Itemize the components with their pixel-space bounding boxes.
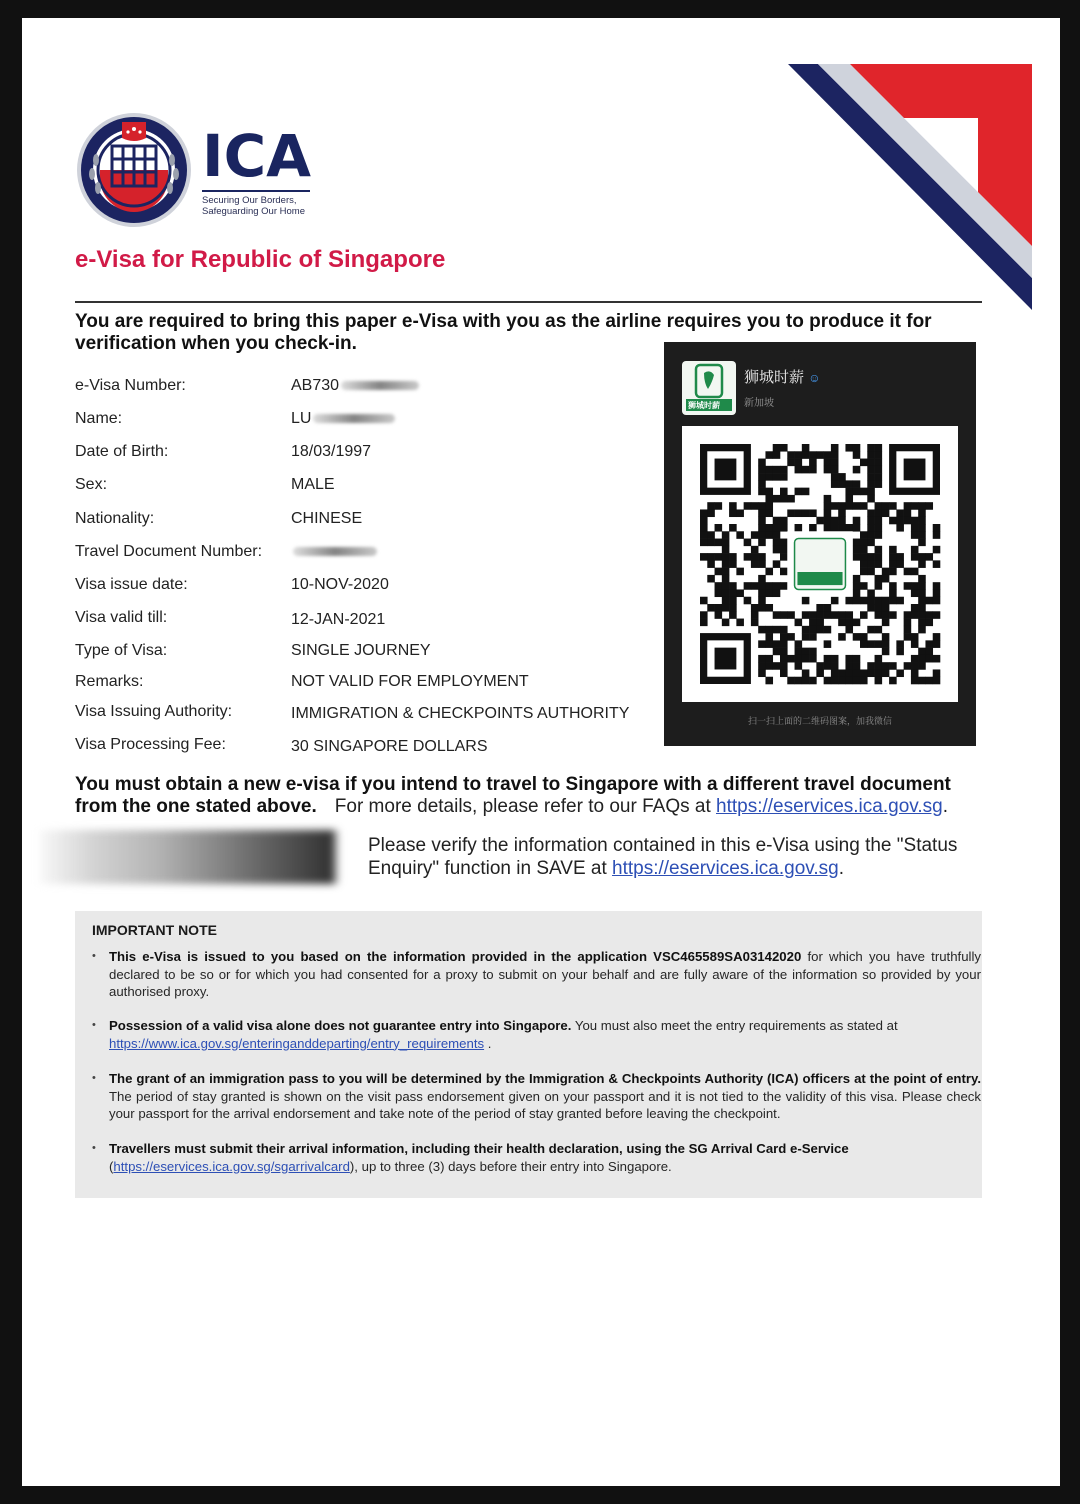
account-name: 狮城时薪 ☺ xyxy=(744,369,821,386)
wechat-qr-card xyxy=(664,342,976,746)
field-label: Sex: xyxy=(75,476,108,493)
qr-code-icon xyxy=(682,426,958,702)
field-value: 30 SINGAPORE DOLLARS xyxy=(291,738,488,755)
field-label: Name: xyxy=(75,410,123,427)
badge-text: 狮城时薪 xyxy=(688,401,720,410)
field-label: Visa issue date: xyxy=(75,576,188,593)
account-badge xyxy=(682,361,736,415)
redaction-blur xyxy=(293,547,377,556)
redaction-blur xyxy=(313,414,395,423)
account-location: 新加坡 xyxy=(744,398,774,409)
field-value: SINGLE JOURNEY xyxy=(291,642,431,659)
field-value: 18/03/1997 xyxy=(291,443,372,460)
scan-hint: 扫一扫上面的二维码图案，加我微信 xyxy=(747,716,892,726)
redaction-blur xyxy=(341,381,419,390)
entry-requirements-link[interactable]: https://www.ica.gov.sg/enteringanddeparting/entry_requirements xyxy=(109,1035,485,1051)
note-item: • This e-Visa is issued to you based on the information provided in the application VSC465589SA03142020 for which you have truthfully declared to be so or for which you had consented for a proxy to submit on your behalf and are fully aware of the information so provided by your authorised proxy. xyxy=(109,948,981,1001)
redacted-barcode xyxy=(40,830,340,884)
field-value xyxy=(291,543,377,561)
field-label: Date of Birth: xyxy=(75,443,169,460)
field-label: e-Visa Number: xyxy=(75,377,186,394)
title-divider xyxy=(75,301,982,303)
new-visa-notice: You must obtain a new e-visa if you intend to travel to Singapore with a different travel document xyxy=(75,774,951,795)
logo-tagline-1: Securing Our Borders, xyxy=(202,195,297,206)
field-label: Visa valid till: xyxy=(75,609,168,626)
qr-code xyxy=(682,426,958,702)
verify-link[interactable]: https://eservices.ica.gov.sg xyxy=(612,858,839,879)
note-item: • The grant of an immigration pass to you will be determined by the Immigration & Checkpoints Authority (ICA) officers at the point of entry. The period of stay granted is shown on the visit pass endorsement given on your passport and it is not tied to the validity of this visa. Please check your passport for the arrival endorsement and take note of the period of stay granted before leaving the checkpoint. xyxy=(109,1070,981,1123)
field-value: NOT VALID FOR EMPLOYMENT xyxy=(291,673,529,690)
user-icon: ☺ xyxy=(808,371,821,385)
note-item: • Travellers must submit their arrival information, including their health declaration, using the SG Arrival Card e-Service (https://eservices.ica.gov.sg/sgarrivalcard), up to three (3) days before their entry into Singapore. xyxy=(109,1140,981,1175)
faq-period: . xyxy=(942,796,948,817)
ica-seal-icon xyxy=(76,110,192,228)
field-value: 12-JAN-2021 xyxy=(291,611,386,628)
field-label: Travel Document Number: xyxy=(75,543,263,560)
intro-text: You are required to bring this paper e-Visa with you as the airline requires you to produce it for verification when you check-in. xyxy=(75,311,932,354)
field-value: IMMIGRATION & CHECKPOINTS AUTHORITY xyxy=(291,705,630,722)
field-label: Visa Issuing Authority: xyxy=(75,703,233,720)
important-note-box xyxy=(75,911,982,1198)
field-label: Nationality: xyxy=(75,510,155,527)
logo-tagline-2: Safeguarding Our Home xyxy=(202,206,305,217)
important-heading: IMPORTANT NOTE xyxy=(92,922,217,938)
field-value: LU xyxy=(291,410,395,428)
field-label: Type of Visa: xyxy=(75,642,168,659)
logo-rule xyxy=(202,190,310,192)
field-value: CHINESE xyxy=(291,510,363,527)
corner-flag-stripes xyxy=(788,64,1032,310)
ica-logo xyxy=(202,122,342,217)
note-item: • Possession of a valid visa alone does not guarantee entry into Singapore. You must also meet the entry requirements as stated at https://www.ica.gov.sg/enteringanddeparting/entry_requirements . xyxy=(109,1017,981,1052)
evisa-document xyxy=(22,18,1060,1486)
field-value: MALE xyxy=(291,476,335,493)
faq-link[interactable]: https://eservices.ica.gov.sg xyxy=(716,796,943,817)
verify-instructions: Please verify the information contained in this e-Visa using the "Status Enquiry" function in SAVE at https://eservices.ica.gov.sg. xyxy=(368,835,958,879)
faq-line xyxy=(75,796,995,818)
document-title: e-Visa for Republic of Singapore xyxy=(75,246,446,273)
field-value: AB730 xyxy=(291,377,419,395)
logo-abbr: ICA xyxy=(202,122,312,190)
field-value: 10-NOV-2020 xyxy=(291,576,389,593)
arrival-card-link[interactable]: https://eservices.ica.gov.sg/sgarrivalcard xyxy=(113,1158,350,1174)
field-label: Visa Processing Fee: xyxy=(75,736,226,753)
notice-bold-end: from the one stated above. xyxy=(75,796,317,817)
faq-text: For more details, please refer to our FAQs at xyxy=(334,796,711,817)
field-label: Remarks: xyxy=(75,673,144,690)
